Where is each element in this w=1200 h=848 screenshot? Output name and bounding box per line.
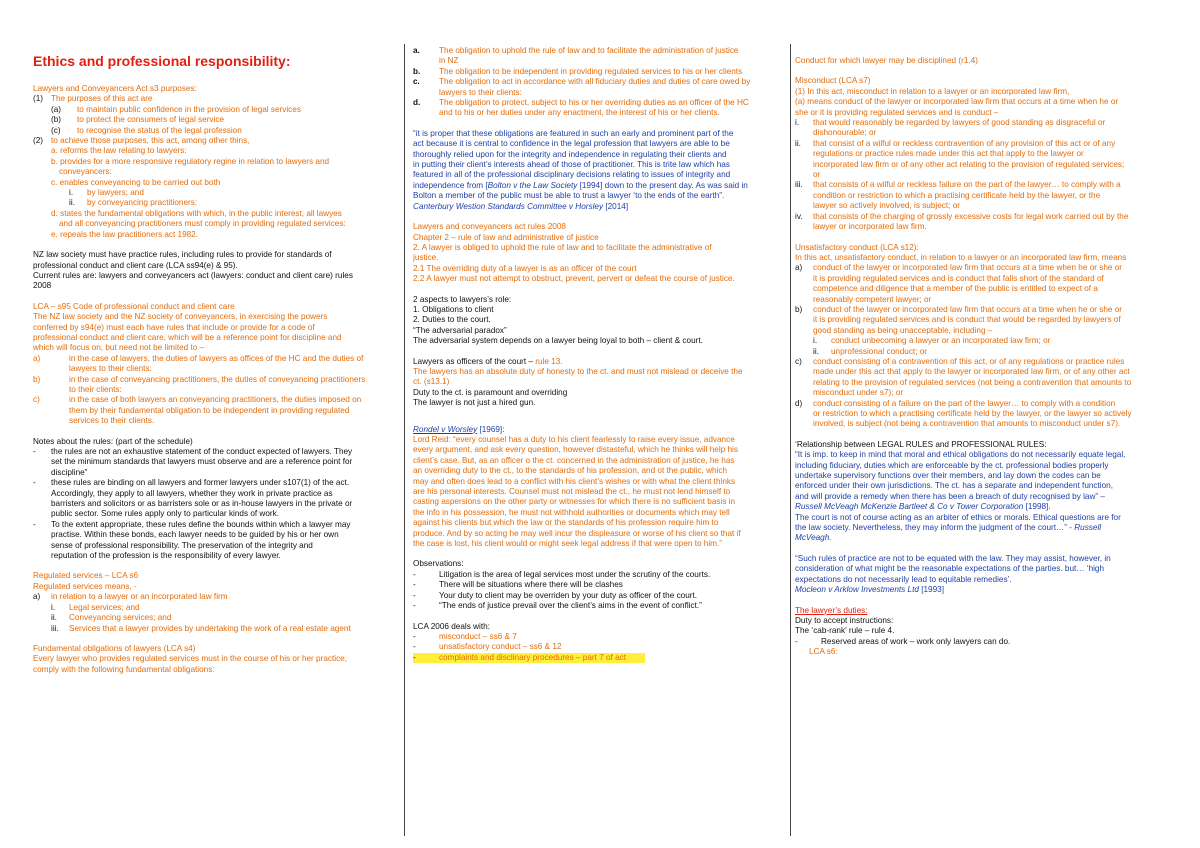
list-item-cont: conveyancers: [59,167,112,177]
paragraph: professional conduct and client care, which will be a reference point for discipline and [33,332,342,342]
list-item: ii. Conveyancing services; and [51,613,172,623]
list-item: c. enables conveyancing to be carried out both [51,177,221,187]
paragraph: The lawyer is not just a hired gun. [413,398,536,408]
list-item: - Reserved areas of work – work only lawyers can do. [795,636,1011,646]
paragraph: In this act, unsatisfactory conduct, in relation to a lawyer or an incorporated law firm, means [795,252,1127,262]
paragraph: comply with the following fundamental obligations: [33,664,215,674]
paragraph: NZ law society must have practice rules, including rules to provide for standards of [33,250,332,260]
list-item: - these rules are binding on all lawyers and former lawyers under s107(1) of the act. Accordingly, they apply to all lawyers, whether they work in private practice as barristers and solicitors or as barristers sole or as in-house lawyers in the private or public sector. Some rules apply only to particular kinds of work. [33,478,353,519]
quote-block: “Such rules of practice are not to be equated with the law. They may assist, however, in consideration of what might be the reasonable expectations of the parties. but… ‘high expectations do not necessarily lead to equitable remedies’. Mocleon v Arklow Investments Ltd [1993] [795,553,1111,595]
section-heading: ‘Relationship between LEGAL RULES and PROFESSIONAL RULES: [795,439,1047,449]
list-item: d) conduct consisting of a failure on the part of the lawyer… to comply with a condition or restriction to which a practising certificate held by the lawyer, or the lawyer so actively involved, is subject (not being a contravention that amounts to misconduct under s7). [795,398,1132,429]
paragraph: conferred by s94(e) must each have rules that include or provide for a code of [33,322,315,332]
paragraph: Every lawyer who provides regulated services must in the course of his or her practice, [33,654,347,664]
list-item: (c) to recognise the status of the legal profession [51,125,242,135]
quote-block: “It is imp. to keep in mind that moral and ethical obligations do not necessarily equate legal, including fiduciary, duties which are enforceable by the ct. professional bodies properly undertake supervisory functions over their members, and lay down the codes can be enforced under their own jurisdictions. The ct. has a separate and independent function, and will provide a remedy when there has been a breach of duty recognised by law” – Russell McVeagh McKenzie Bartleet & Co v Tower Corporation [1998]. The court is not of course acting as an arbiter of ethics or morals. Ethical questions are for the law society. Nevertheless, they may inform the judgment of the court…” - Russell McVeagh. [795,450,1126,543]
list-item: i. Legal services; and [51,602,140,612]
column-2 [413,46,785,836]
list-item: b) in the case of conveyancing practitioners, the duties of conveyancing practitioners to their clients: [33,374,366,394]
quote-block: “it is proper that these obligations are featured in such an early and prominent part of the act because it is central to confidence in the legal profession that lawyers are able to be thoroughly relied upon for the integrity and independence in regulating their clients and in putting their client’s interests ahead of those of practitioner. This is trite law which has featured in all of the professional disciplinary decisions relating to issues of integrity and independence from [Bolton v the Law Society [1994] down to the present day. As was said in Bolton a member of the public must be able to trust a lawyer ‘to the ends of the earth”. Canterbury Westion Standards Committee v Horsley [2014] [413,128,748,211]
paragraph: 2.1 The overriding duty of a lawyer is as an officer of the court [413,263,637,273]
paragraph: The lawyers has an absolute duty of honesty to the ct. and must not mislead or deceive the [413,366,743,376]
list-item: b. The obligation to be independent in providing regulated services to his or her clients [413,66,743,76]
section-heading: Regulated services – LCA s6 [33,571,139,581]
list-item: - unsatisfactory conduct – ss6 & 12 [413,642,562,652]
list-item: d. states the fundamental obligations with which, in the public interest, all lawyes [51,208,342,218]
list-item: a. The obligation to uphold the rule of law and to facilitate the administration of justice in NZ [413,46,739,66]
paragraph: Duty to accept instructions: [795,615,894,625]
list-item: a) in the case of lawyers, the duties of lawyers as offices of the HC and the duties of lawyers to their clients: [33,353,364,374]
column-1 [33,46,391,836]
section-heading: LCA 2006 deals with: [413,621,490,631]
list-item: - Litigation is the area of legal services most under the scrutiny of the courts. [413,569,711,579]
section-heading: Notes about the rules: (part of the schedule) [33,436,193,446]
paragraph: Duty to the ct. is paramount and overriding [413,387,568,397]
paragraph: ct. (s13.1) [413,377,450,387]
paragraph: LCA s6: [809,647,838,657]
list-item: - To the extent appropriate, these rules define the bounds within which a lawyer may practise. Within these bonds, each lawyer needs to be guided by his or her own sense of professional responsibility. The preservation of the integrity and reputation of the profession is the responsibility of every lawyer. [33,519,351,561]
paragraph: 2008 [33,281,52,291]
paragraph: The ‘cab-rank’ rule – rule 4. [795,626,895,636]
paragraph: (a) means conduct of the lawyer or incorporated law firm that occurs at a time when he or [795,97,1119,107]
paragraph: 1. Obligations to client [413,304,494,314]
list-item: e. repeals the law practitioners act 1982. [51,229,199,239]
paragraph: “The adversarial paradox” [413,325,507,335]
list-item: iv. that consists of the charging of grossly excessive costs for legal work carried out by the lawyer or incorporated law firm. [795,211,1129,232]
list-item: - misconduct – ss6 & 7 [413,631,517,641]
list-item: - Your duty to client may be overriden by your duty as officer of the court. [413,590,698,600]
paragraph: The NZ law society and the NZ society of conveyancers, in exercising the powers [33,312,328,322]
section-heading: Conduct for which lawyer may be disciplined (r1.4) [795,56,978,65]
section-heading: LCA – s95 Code of professional conduct and client care [33,301,235,311]
paragraph: 2. Duties to the court. [413,315,491,325]
list-item: iii. that consists of a wilful or reckless failure on the part of the lawyer… to comply with a condition or restriction to which a practising certificate held by the lawyer, or the lawyer so actively involved, is subject; or [795,180,1121,211]
list-item: (1) The purposes of this act are [33,94,153,104]
list-item: (b) to protect the consumers of legal service [51,115,224,125]
list-item-cont: and all conveyancing practitioners must comply in providing regulated services: [59,219,346,229]
list-item: c. The obligation to act in accordance with all fiduciary duties and duties of care owed by lawyers to their clients: [413,77,751,97]
list-item: ii. unprofessional conduct; or [813,346,928,356]
section-heading: Lawyers and conveyancers act rules 2008 [413,222,566,232]
highlighted-list-item: - complaints and disclinary procedures – part 7 of act [413,653,645,663]
list-item: a. reforms the law relating to lawyers: [51,146,187,156]
column-3 [795,46,1167,836]
quote-block: Lord Reid: “every counsel has a duty to his client fearlessly to raise every issue, advance every argument, and ask every question, however distasteful, which he thinks will help his client’s case. But, as an officer o the ct. concerned in the administration of justice, he has an overriding duty to the ct., to the standards of his profession, and ot the public, which may and often does lead to a conflict with his client’s wishes or with what the client thinks are his personal interests. Counsel must not mislead the ct., he must not lend himself to casting aspersions on the other party or witnesses for which there is no sufficient basis in the info in his possession, he must not withhold authorities or documents which may tell against his clients but which the law or the standards of his profession require him to produce. And by so acting he may well incur the displeasure or worse of his client so that if the case is lost, his client would or might seek legal address if that were open to him.” [413,435,741,549]
list-item: a) in relation to a lawyer or an incorporated law firm [33,592,228,602]
paragraph: The adversarial system depends on a lawyer being loyal to both – client & court. [413,336,703,346]
section-heading: Lawyers as officers of the court – rule 13. [413,356,563,366]
page-title: Ethics and professional responsibility: [33,53,291,69]
list-item: i. that would reasonably be regarded by lawyers of good standing as disgraceful or dishonourable; or [795,118,1106,138]
list-item: i. by lawyers; and [69,188,144,198]
list-item: iii. Services that a lawyer provides by undertaking the work of a real estate agent [51,623,351,633]
paragraph: (1) In this act, misconduct in relation to a lawyer or an incorporated law firm, [795,86,1070,96]
list-item: ii. that consist of a wilful or reckless contravention of any provision of this act or of any regulations or practice rules made under this act that apply to the lawyer or incorporated law firm or of any other act relating to the provision of regulated services; or [795,138,1125,180]
section-heading: 2 aspects to lawyers’s role: [413,294,512,304]
list-item: b. provides for a more responsive regulatory regine in relation to lawyers and [51,156,330,166]
paragraph: professional conduct and client care (LCA ss94(e) & 95). [33,260,238,270]
paragraph: Chapter 2 – rule of law and administrative of justice [413,232,599,242]
section-heading: The lawyer’s duties: [795,605,868,615]
column-divider [790,44,791,836]
list-item: d. The obligation to protect, subject to his or her overriding duties as an officer of the HC and to his or her duties under any enactment, the interest of his or her clients. [413,98,749,118]
list-item: c) in the case of both lawyers an conveyancing practitioners, the duties imposed on them by their fundamental obligation to be independent in providing regulated services to their clients. [33,395,362,426]
list-item: a) conduct of the lawyer or incorporated law firm that occurs at a time when he or she or it is providing regulated services and is conduct that falls short of the standard of competence and diligence that a member of the public is entitled to expect of a reasonably competent lawyer; or [795,263,1122,304]
list-item: - There will be situations where there will be clashes [413,580,623,590]
section-heading: Fundamental obligations of lawyers (LCA s4) [33,643,196,653]
paragraph: justice. [413,253,439,263]
list-item: (2) to achieve those purposes, this act, among other thins, [33,136,250,146]
paragraph: Regulated services means, - [33,581,137,591]
paragraph: Current rules are: lawyers and conveyancers act (lawyers: conduct and client care) rules [33,270,353,280]
case-heading: Rondel v Worsley [1969]: [413,424,505,434]
paragraph: 2.2 A lawyer must not attempt to obstruct, prevent, pervert or defeat the course of justice. [413,274,735,284]
list-item: b) conduct of the lawyer or incorporated law firm that occurs at a time when he or she or it is providing regulated services and is conduct that would be regarded by lawyers of good standing as being unacceptable, including – [795,304,1122,335]
list-item: ii. by conveyancing practitioners: [69,198,198,208]
list-item: - “The ends of justice prevail over the client’s aims in the event of conflict.” [413,601,702,611]
section-heading: Misconduct (LCA s7) [795,76,871,86]
section-heading: Unsatisfactory conduct (LCA s12): [795,242,919,252]
paragraph: 2. A lawyer is obliged to uphold the rule of law and to facilitate the administrative of [413,242,712,252]
paragraph: she or it is providing regulated services and is conduct – [795,107,999,117]
list-item: (a) to maintain public confidence in the provision of legal services [51,104,301,114]
list-item: c) conduct consisting of a contravention of this act, or of any regulations or practice rules made under this act that apply to the lawyer or incorporated law firm, or of any other act relating to the provision of regulated services (not being a contravention that amounts to misconduct under s7); or [795,356,1132,398]
column-divider [404,44,405,836]
section-heading: Observations: [413,559,464,569]
paragraph: which will focus on, but need not be limited to – [33,343,205,353]
list-item: i. conduct unbecoming a lawyer or an incorporated law firm; or [813,336,1051,346]
section-heading: Lawyers and Conveyancers Act s3 purposes: [33,84,197,93]
list-item: - the rules are not an exhaustive statement of the conduct expected of lawyers. They set the minimum standards that lawyers must observe and are a reference point for discipline” [33,447,353,477]
